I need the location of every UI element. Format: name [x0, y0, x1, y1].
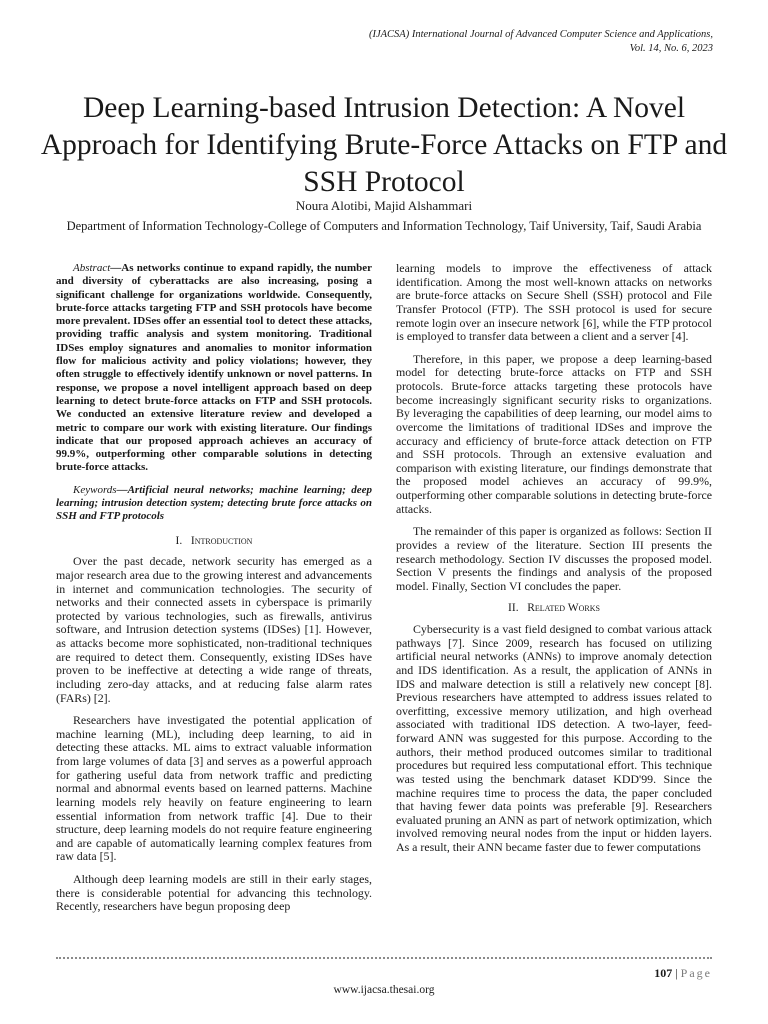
page-label: Page [680, 966, 712, 980]
journal-name: (IJACSA) International Journal of Advanced Computer Science and Applications, [368, 29, 713, 40]
abstract-lead: Abstract [73, 262, 111, 274]
left-column [56, 262, 372, 923]
keywords [56, 484, 372, 524]
page-separator: | [672, 966, 681, 980]
page-number [654, 966, 712, 981]
paper-title: Deep Learning-based Intrusion Detection: A Novel Approach for Identifying Brute-Force Attacks on FTP and SSH Protocol [40, 91, 728, 198]
section-title: Introduction [190, 534, 253, 547]
journal-volume: Vol. 14, No. 6, 2023 [629, 42, 713, 54]
paragraph: Researchers have investigated the potential application of machine learning (ML), including deep learning, to aid in detecting these attacks. ML aims to extract valuable information from large volumes of data [3] and serves as a powerful approach for gathering useful data from network traffic and predicting normal and abnormal events based on learned patterns. Machine learning models rely heavily on feature engineering to learn essential information from network traffic [4]. Due to their structure, deep learning models do not require feature engineering and are capable of automatically learning complex features from raw data [5]. [56, 713, 372, 864]
section-heading-related-works [396, 602, 712, 616]
journal-header [233, 28, 713, 55]
paragraph: Cybersecurity is a vast field designed to combat various attack pathways [7]. Since 2009, research has focused on utilizing artificial neural networks (ANNs) to improve anomaly detection and IDS identification. As a result, the application of ANNs in IDS and malware detection is still a relatively new concept [8]. Previous researchers have attempted to address issues related to overfitting, excessive memory utilization, and high overhead associated with traditional IDS detection. A two-layer, feed-forward ANN was suggested for this purpose. According to the authors, their method produced outcomes similar to traditional procedures but required less computational effort. This technique was tested using the benchmark dataset KDD'99. Since the machine requires time to process the data, the paper concluded that having fewer data points was preferable [9]. Researchers evaluated pruning an ANN as part of network optimization, which involved removing neural nodes from the input or hidden layers. As a result, their ANN became faster due to fewer computations [396, 622, 712, 854]
paragraph: Therefore, in this paper, we propose a deep learning-based model for detecting brute-force attacks on FTP and SSH protocols. Brute-force attacks targeting these protocols have become increasingly significant security risks to organizations. By leveraging the capabilities of deep learning, our model aims to overcome the limitations of traditional IDSes and improve the accuracy and efficiency of brute-force attack detection on FTP and SSH protocols. Through an extensive evaluation and comparison with existing literature, our findings demonstrate that the proposed model achieves an accuracy of 99.9%, outperforming other comparable solutions in detecting brute-force attacks. [396, 351, 712, 516]
keywords-lead: Keywords [73, 483, 117, 496]
section-number: II. [508, 602, 519, 615]
paragraph: The remainder of this paper is organized as follows: Section II provides a review of the literature. Section III presents the research methodology. Section IV discusses the proposed model. Section V presents the findings and analysis of the proposed model. Finally, Section VI concludes the paper. [396, 524, 712, 593]
section-title: Related Works [527, 602, 600, 615]
authors: Noura Alotibi, Majid Alshammari [295, 198, 473, 213]
keywords-text: —Artificial neural networks; machine learning; deep learning; intrusion detection system; detecting brute force attacks on SSH and FTP protocols [56, 483, 372, 523]
paragraph: Over the past decade, network security has emerged as a major research area due to the growing interest and advancements in internet and communication technologies. The security of networks and their connected assets in cyberspace is primarily protected by various technologies, such as firewalls, antivirus software, and Intrusion detection systems (IDSes) [1]. However, as attacks become more sophisticated, non-traditional techniques are required to detect them. Consequently, existing IDSes have proven to be ineffective at detecting a wide range of threats, including zero-day attacks, and at reducing false alarm rates (FARs) [2]. [56, 554, 372, 705]
paragraph: Although deep learning models are still in their early stages, there is considerable potential for advancing this technology. Recently, researchers have begun proposing deep [56, 872, 372, 914]
abstract [56, 262, 372, 475]
right-column [396, 262, 712, 864]
footer-divider [56, 957, 712, 959]
section-heading-introduction [56, 535, 372, 549]
affiliation: Department of Information Technology-College of Computers and Information Technology, Taif University, Taif, Saudi Arabia [66, 219, 702, 233]
section-number: I. [175, 534, 183, 547]
paragraph-continued: learning models to improve the effectiveness of attack identification. Among the most well-known attacks on networks are brute-force attacks on Secure Shell (SSH) protocol and File Transfer Protocol (FTP). The SSH protocol is used for secure remote login over an insecure network [6], while the FTP protocol is employed to transfer data between a client and a server [4]. [396, 261, 712, 344]
journal-website: www.ijacsa.thesai.org [333, 984, 435, 996]
abstract-text: —As networks continue to expand rapidly, the number and diversity of cyberattacks are also increasing, posing a significant challenge for organizations worldwide. Consequently, brute-force attacks targeting FTP and SSH protocols have become more prevalent. IDSes offer an essential tool to detect these attacks, providing traffic analysis and system monitoring. Traditional IDSes employ signatures and anomalies to monitor information flow for malicious activity and policy violations; however, they often struggle to effectively identify unknown or novel patterns. In response, we propose a novel intelligent approach based on deep learning to detect brute-force attacks on FTP and SSH protocols. We conducted an extensive literature review and developed a metric to compare our work with existing literature. Our findings indicate that our proposed approach achieves an accuracy of 99.9%, outperforming other comparable solutions in detecting brute-force attacks. [56, 262, 372, 474]
page-number-value: 107 [654, 966, 673, 980]
